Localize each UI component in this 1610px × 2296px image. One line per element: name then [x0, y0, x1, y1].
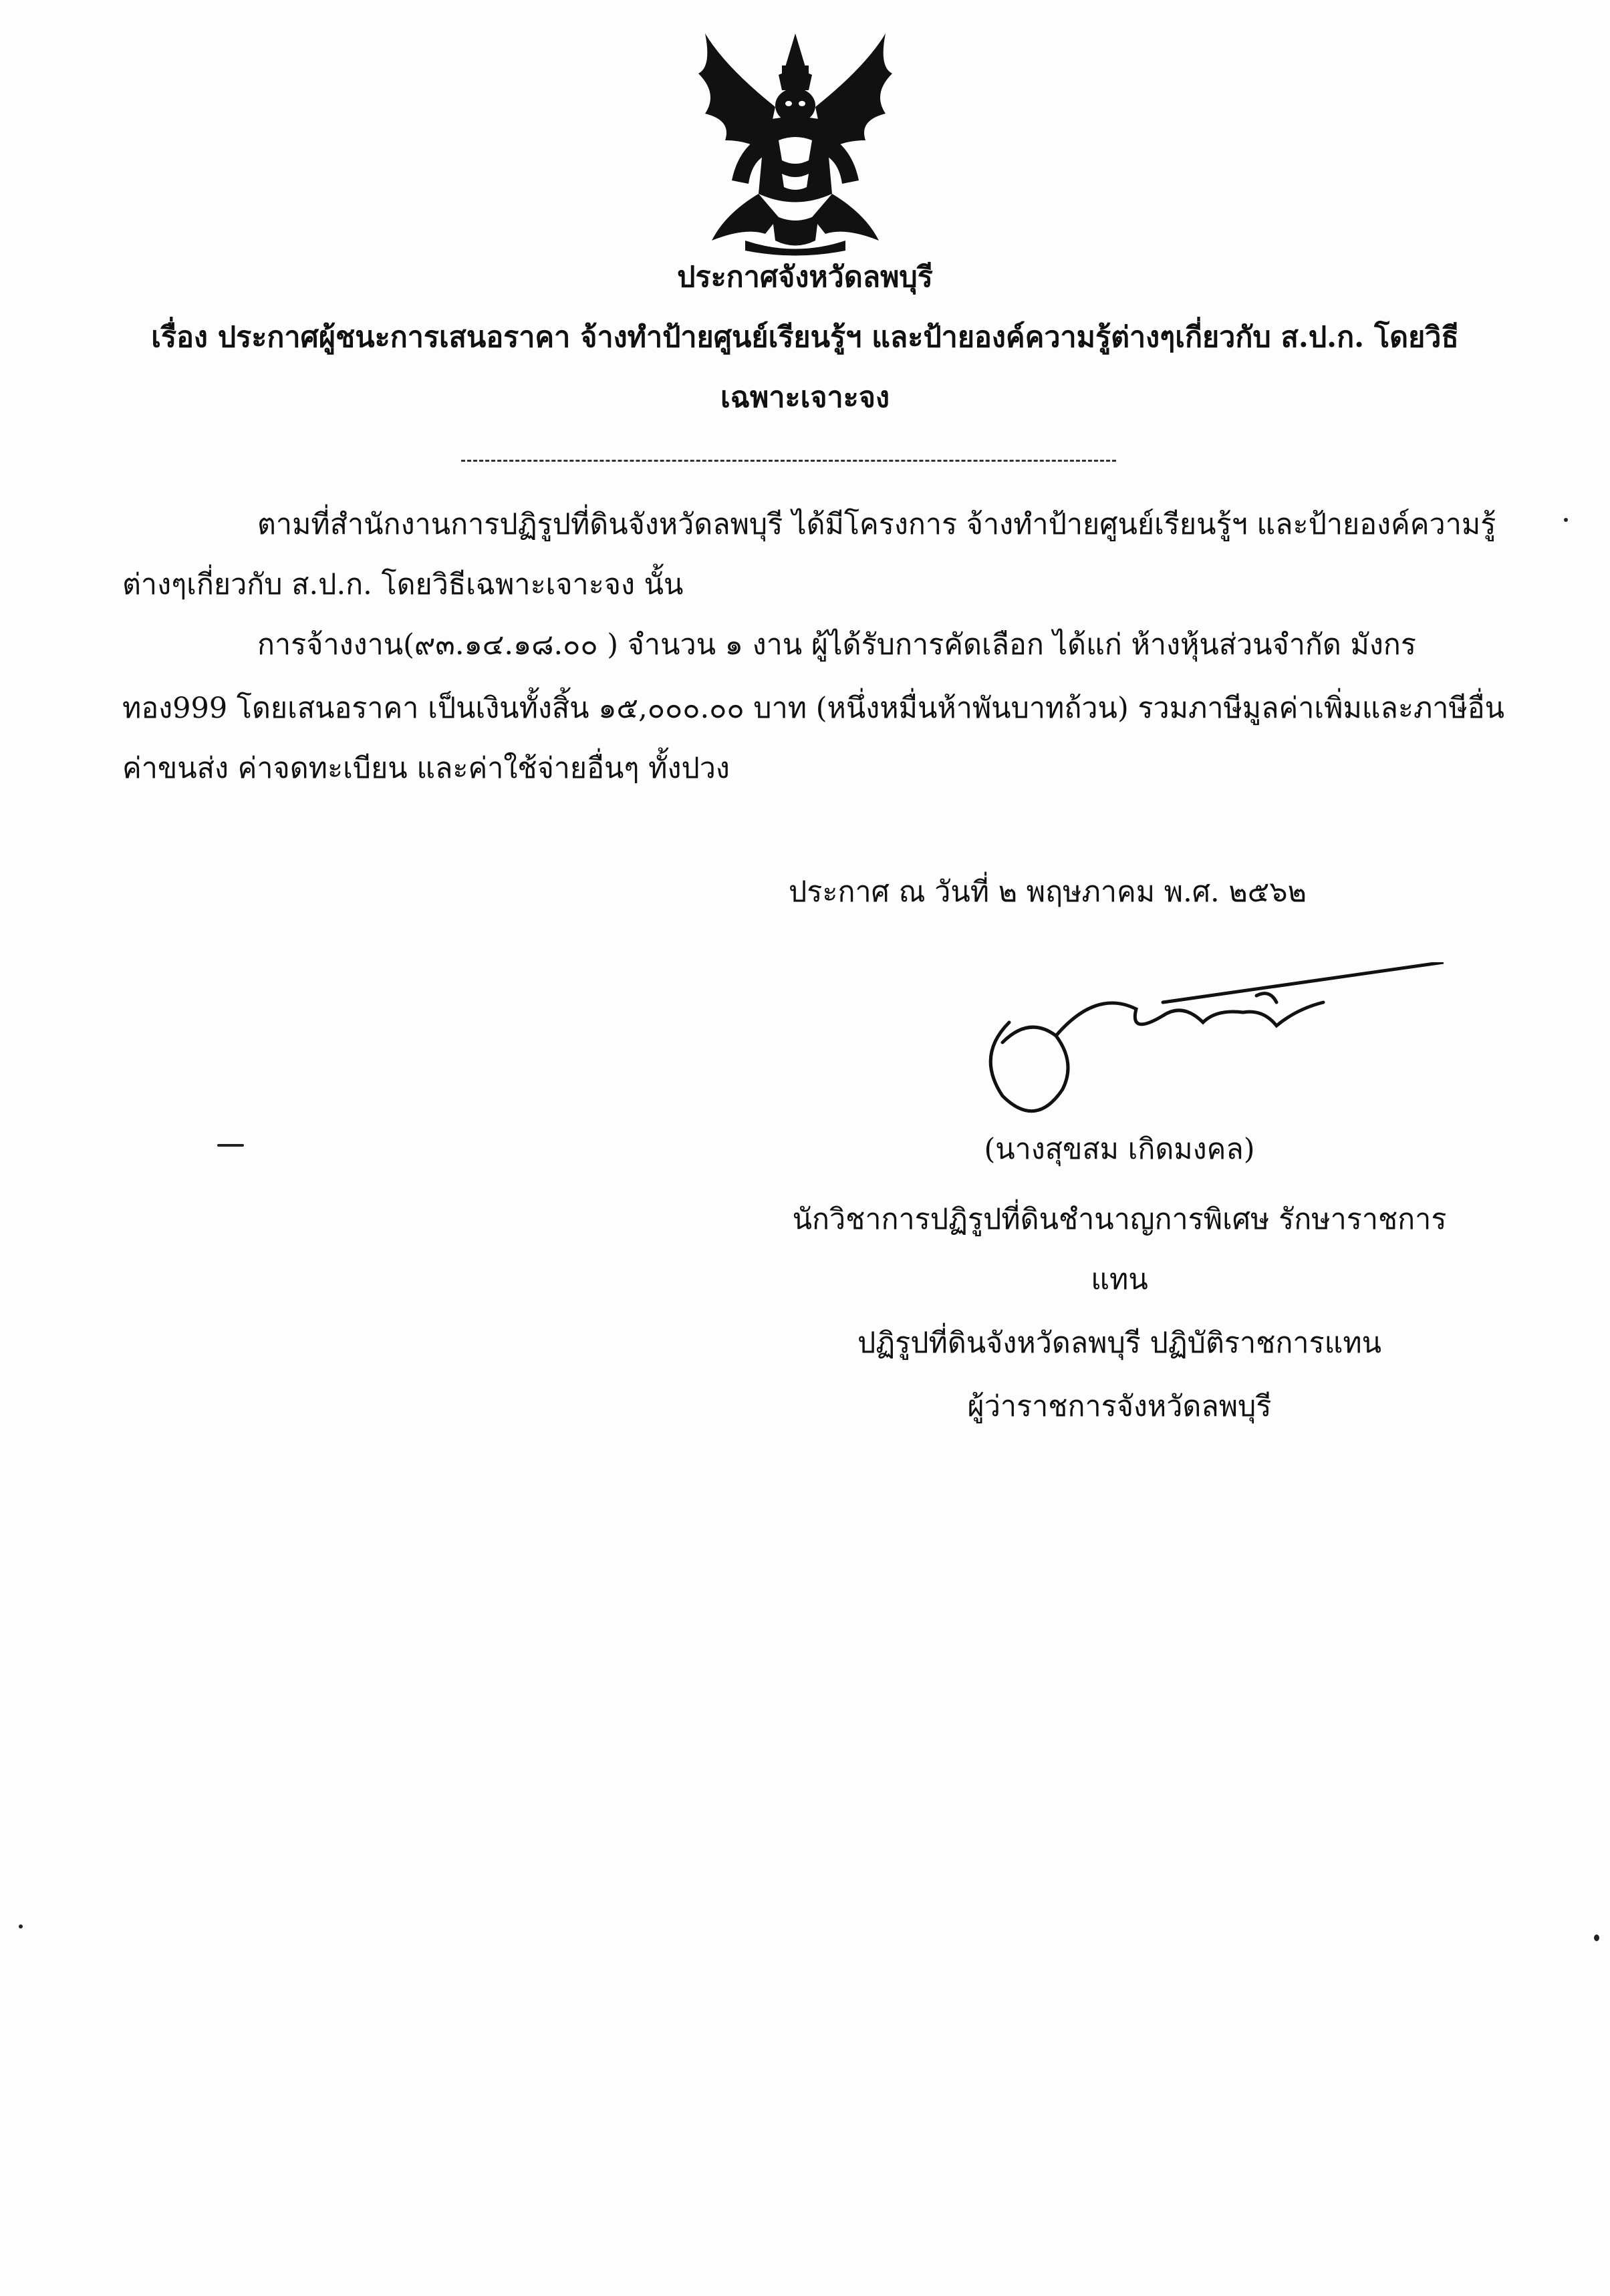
announcement-title: ประกาศจังหวัดลพบุรี [677, 261, 933, 294]
signatory-position-3: ปฏิรูปที่ดินจังหวัดลพบุรี ปฏิบัติราชการแทน [857, 1326, 1382, 1360]
paragraph-2-line-3: ค่าขนส่ง ค่าจดทะเบียน และค่าใช้จ่ายอื่นๆ ทั้งปวง [122, 752, 730, 785]
signatory-position-1: นักวิชาการปฏิรูปที่ดินชำนาญการพิเศษ รักษาราชการ [792, 1203, 1447, 1236]
paragraph-2-line-2: ทอง999 โดยเสนอราคา เป็นเงินทั้งสิ้น ๑๕,๐๐๐.๐๐ บาท (หนึ่งหมื่นห้าพันบาทถ้วน) รวมภาษีมูลค่าเพิ่มและภาษีอื่น [122, 692, 1505, 725]
scan-speck [217, 1144, 244, 1147]
signatory-name: (นางสุขสม เกิดมงคล) [984, 1133, 1255, 1166]
signatory-position-2: แทน [1091, 1263, 1148, 1296]
separator-rule [461, 460, 1116, 462]
subject-line-2: เฉพาะเจาะจง [720, 381, 890, 414]
paragraph-1-line-1: ตามที่สำนักงานการปฏิรูปที่ดินจังหวัดลพบุรี ได้มีโครงการ จ้างทำป้ายศูนย์เรียนรู้ฯ และป้ายองค์ความรู้ [257, 508, 1496, 541]
subject-line-1: เรื่อง ประกาศผู้ชนะการเสนอราคา จ้างทำป้ายศูนย์เรียนรู้ฯ และป้ายองค์ความรู้ต่างๆเกี่ยวกับ ส.ป.ก. โดยวิธี [151, 321, 1459, 354]
scan-speck [1564, 518, 1568, 522]
paragraph-2-line-1: การจ้างงาน(๙๓.๑๔.๑๘.๐๐ ) จำนวน ๑ งาน ผู้ได้รับการคัดเลือก ได้แก่ ห้างหุ้นส่วนจำกัด มังกร [257, 628, 1416, 662]
scan-speck [19, 1924, 23, 1928]
scan-speck [1594, 1934, 1599, 1941]
garuda-emblem-icon [685, 27, 906, 261]
handwritten-signature [962, 962, 1444, 1136]
signatory-position-4: ผู้ว่าราชการจังหวัดลพบุรี [967, 1390, 1272, 1423]
paragraph-1-line-2: ต่างๆเกี่ยวกับ ส.ป.ก. โดยวิธีเฉพาะเจาะจง นั้น [122, 568, 684, 601]
announcement-date: ประกาศ ณ วันที่ ๒ พฤษภาคม พ.ศ. ๒๕๖๒ [789, 875, 1307, 909]
